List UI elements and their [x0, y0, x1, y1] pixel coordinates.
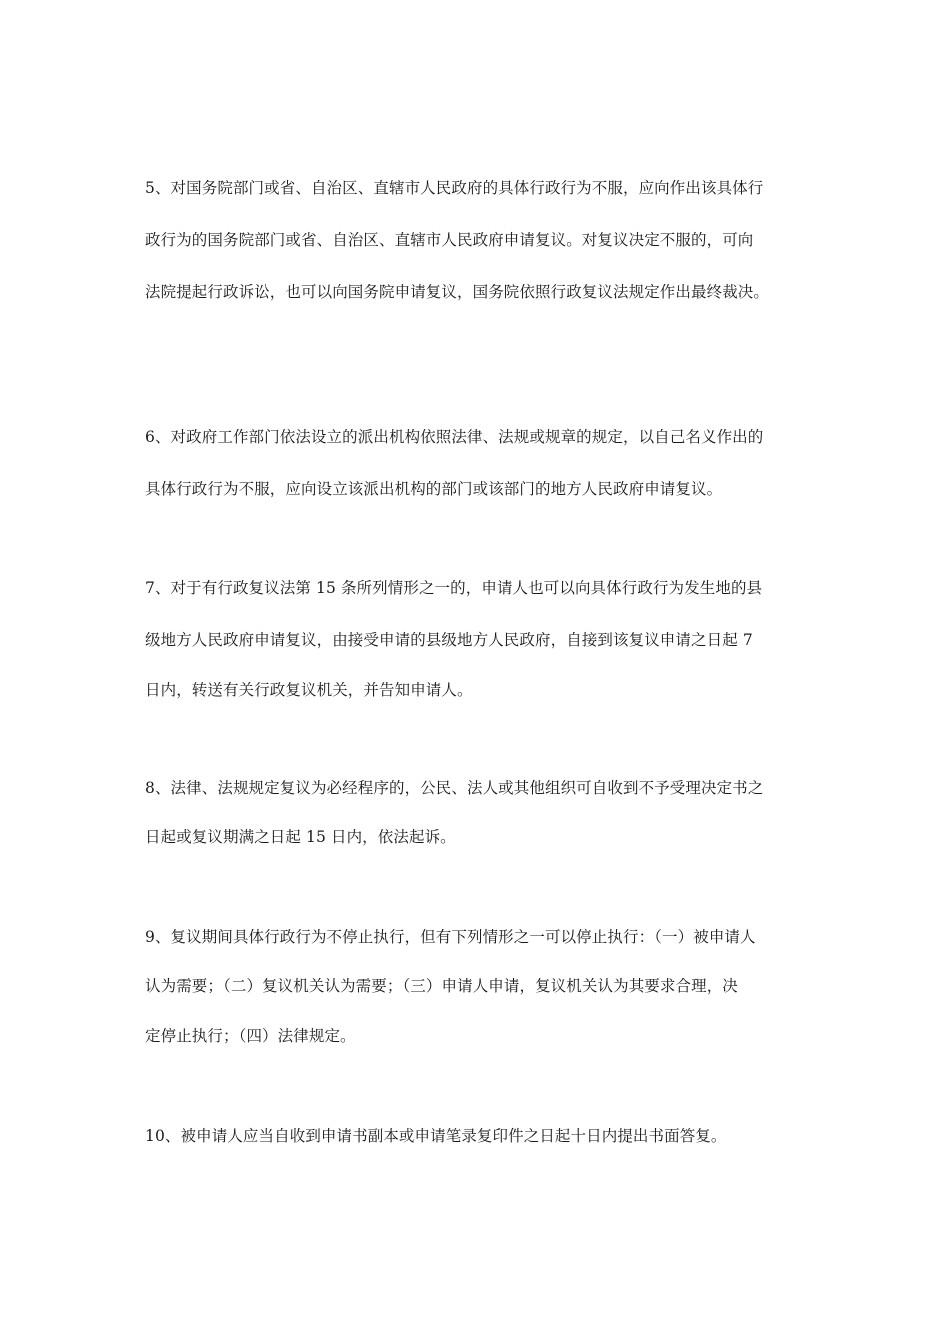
paragraph-9-line-3: 定停止执行；（四）法律规定。	[145, 1027, 356, 1045]
paragraph-5-line-2: 政行为的国务院部门或省、自治区、直辖市人民政府申请复议。对复议决定不服的，可向	[145, 231, 754, 249]
paragraph-5-line-1: 5、对国务院部门或省、自治区、直辖市人民政府的具体行政行为不服，应向作出该具体行	[145, 179, 764, 197]
paragraph-10-line-1: 10、被申请人应当自收到申请书副本或申请笔录复印件之日起十日内提出书面答复。	[145, 1127, 727, 1145]
paragraph-6-line-1: 6、对政府工作部门依法设立的派出机构依照法律、法规或规章的规定，以自己名义作出的	[145, 428, 764, 446]
paragraph-7-line-2: 级地方人民政府申请复议，由接受申请的县级地方人民政府，自接到该复议申请之日起 7	[145, 631, 753, 649]
paragraph-9-line-1: 9、复议期间具体行政行为不停止执行，但有下列情形之一可以停止执行：（一）被申请人	[145, 928, 756, 946]
paragraph-9-line-2: 认为需要；（二）复议机关认为需要；（三）申请人申请，复议机关认为其要求合理，决	[145, 977, 738, 995]
paragraph-8-line-1: 8、法律、法规规定复议为必经程序的，公民、法人或其他组织可自收到不予受理决定书之	[145, 779, 764, 797]
paragraph-7-line-3: 日内，转送有关行政复议机关，并告知申请人。	[145, 681, 473, 699]
paragraph-5-line-3: 法院提起行政诉讼，也可以向国务院申请复议，国务院依照行政复议法规定作出最终裁决。	[145, 283, 770, 301]
paragraph-6-line-2: 具体行政行为不服，应向设立该派出机构的部门或该部门的地方人民政府申请复议。	[145, 480, 723, 498]
paragraph-8-line-2: 日起或复议期满之日起 15 日内，依法起诉。	[145, 828, 456, 846]
paragraph-7-line-1: 7、对于有行政复议法第 15 条所列情形之一的，申请人也可以向具体行政行为发生地的县	[145, 579, 763, 597]
